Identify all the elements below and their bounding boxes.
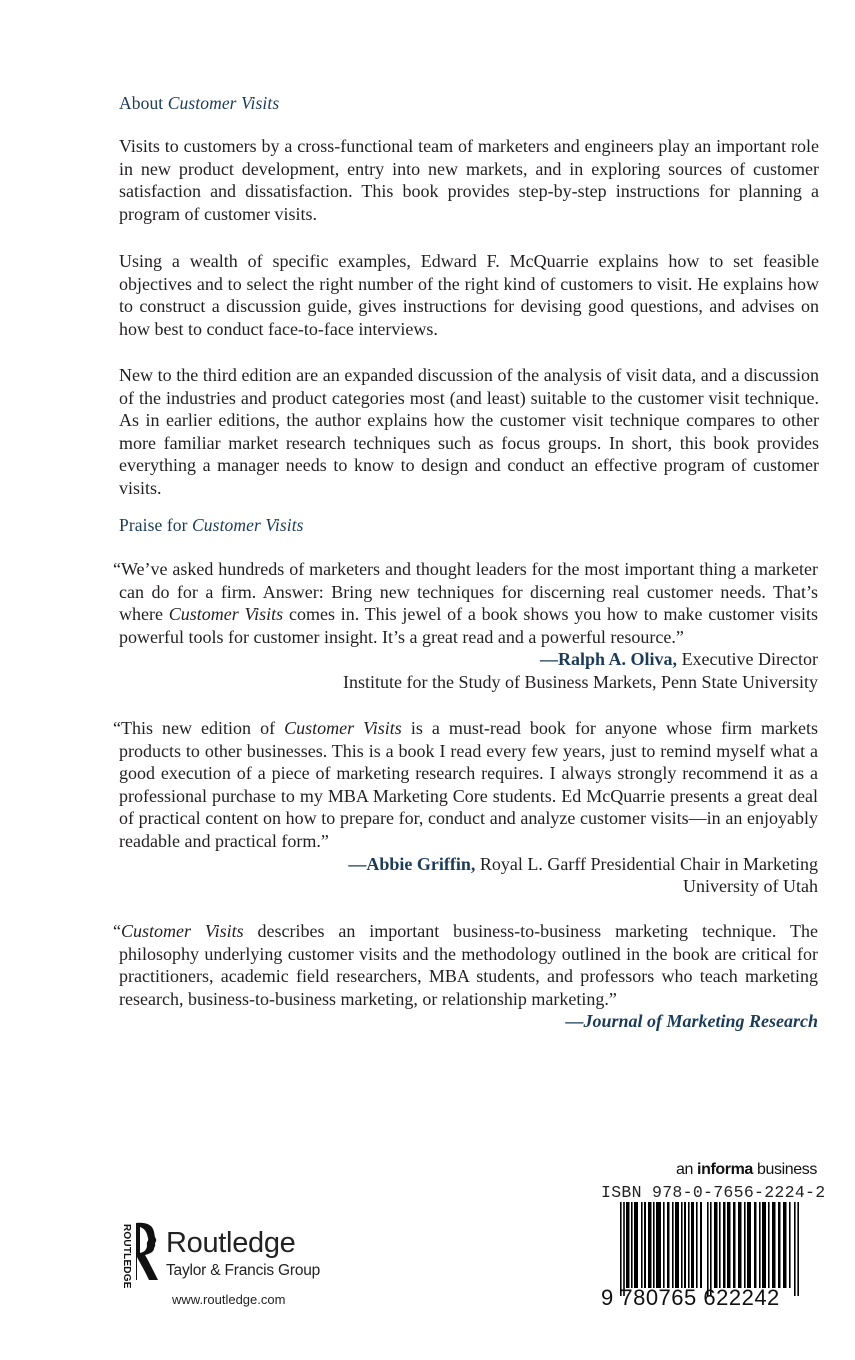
about-paragraph-2: Using a wealth of specific examples, Edward F. McQuarrie explains how to set feasible objectives and to select the right number of the right kind of customers to visit. He explains how to construct a discussion guide, gives instructions for devising good questions, and advises on how best to conduct face-to-face interviews. xyxy=(119,251,819,339)
tagline-brand: informa xyxy=(697,1161,753,1178)
quote-text-before: “We’ve asked hundreds of marketers and thought leaders for the most important thing a marketer can do for a firm. Answer: Bring new techniques for discerning real customer needs. That’s where xyxy=(113,559,818,625)
about-heading-prefix: About xyxy=(119,93,168,113)
barcode-icon xyxy=(620,1202,800,1296)
quote-author-role: Royal L. Garff Presidential Chair in Marketing xyxy=(475,853,818,874)
quote-author: —Abbie Griffin, xyxy=(348,853,476,874)
quote-attribution xyxy=(119,1010,818,1033)
about-paragraph-3: New to the third edition are an expanded discussion of the analysis of visit data, and a discussion of the industries and product categories most (and least) suitable to the customer visit technique. As in earlier editions, the author explains how the customer visit technique compares to other more familiar market research techniques such as focus groups. In short, this book provides everything a manager needs to know to design and conduct an effective program of customer visits. xyxy=(119,365,819,498)
tagline-suffix: business xyxy=(752,1161,817,1178)
quote-book-title: Customer Visits xyxy=(284,718,402,738)
praise-quote-2 xyxy=(113,717,818,898)
routledge-vertical-wordmark xyxy=(118,1224,132,1289)
informa-tagline xyxy=(676,1161,817,1179)
quote-attribution xyxy=(119,648,818,671)
publisher-name: Routledge xyxy=(166,1227,296,1259)
quote-source: —Journal of Marketing Research xyxy=(565,1011,818,1032)
publisher-group: Taylor & Francis Group xyxy=(166,1262,321,1279)
praise-heading xyxy=(119,515,304,536)
quote-affiliation: Institute for the Study of Business Markets, Penn State University xyxy=(343,671,818,692)
about-paragraph-1: Visits to customers by a cross-functional team of marketers and engineers play an important role in new product development, entry into new markets, and in exploring sources of customer satisfaction and dissatisfaction. This book provides step-by-step instructions for planning a program of customer visits. xyxy=(119,136,819,224)
quote-text-after: is a must-read book for anyone whose firm markets products to other businesses. This is a book I read every few years, just to remind myself what a good execution of a piece of marketing research requires. I always strongly recommend it as a professional purchase to my MBA Marketing Core students. Ed McQuarrie presents a great deal of practical content on how to prepare for, conduct and analyze customer visits—in an enjoyably readable and practical form.” xyxy=(119,718,818,851)
barcode-digits: 9 780765 622242 xyxy=(601,1285,780,1310)
isbn-label: ISBN 978-0-7656-2224-2 xyxy=(601,1183,826,1202)
quote-text xyxy=(113,558,818,648)
about-heading xyxy=(119,93,279,114)
quote-author-role: Executive Director xyxy=(677,649,818,670)
vertical-mark-text: ROUTLEDGE xyxy=(121,1224,132,1289)
quote-book-title: Customer Visits xyxy=(121,921,244,941)
quote-text-before: “This new edition of xyxy=(113,718,285,738)
praise-heading-prefix: Praise for xyxy=(119,515,193,535)
quote-text-before: “ xyxy=(113,921,121,941)
tagline-prefix: an xyxy=(676,1161,698,1178)
quote-attribution xyxy=(119,853,818,876)
publisher-url: www.routledge.com xyxy=(172,1292,286,1307)
praise-quote-1 xyxy=(113,558,818,694)
praise-quote-3 xyxy=(113,920,818,1033)
about-heading-title: Customer Visits xyxy=(167,93,280,113)
quote-text-after: describes an important business-to-business marketing technique. The philosophy underlying customer visits and the methodology outlined in the book are critical for practitioners, academic field researchers, MBA students, and professors who teach marketing research, business-to-business marketing, or relationship marketing.” xyxy=(119,921,818,1009)
praise-heading-title: Customer Visits xyxy=(192,515,304,535)
quote-author: —Ralph A. Oliva, xyxy=(540,649,678,670)
quote-text xyxy=(113,717,818,853)
quote-text-after: comes in. This jewel of a book shows you how to make customer visits powerful tools for customer insight. It’s a great read and a powerful resource.” xyxy=(119,604,818,647)
quote-text xyxy=(113,920,818,1010)
quote-affiliation: University of Utah xyxy=(683,876,818,897)
quote-book-title: Customer Visits xyxy=(168,604,284,625)
routledge-profile-r-icon xyxy=(134,1222,160,1282)
